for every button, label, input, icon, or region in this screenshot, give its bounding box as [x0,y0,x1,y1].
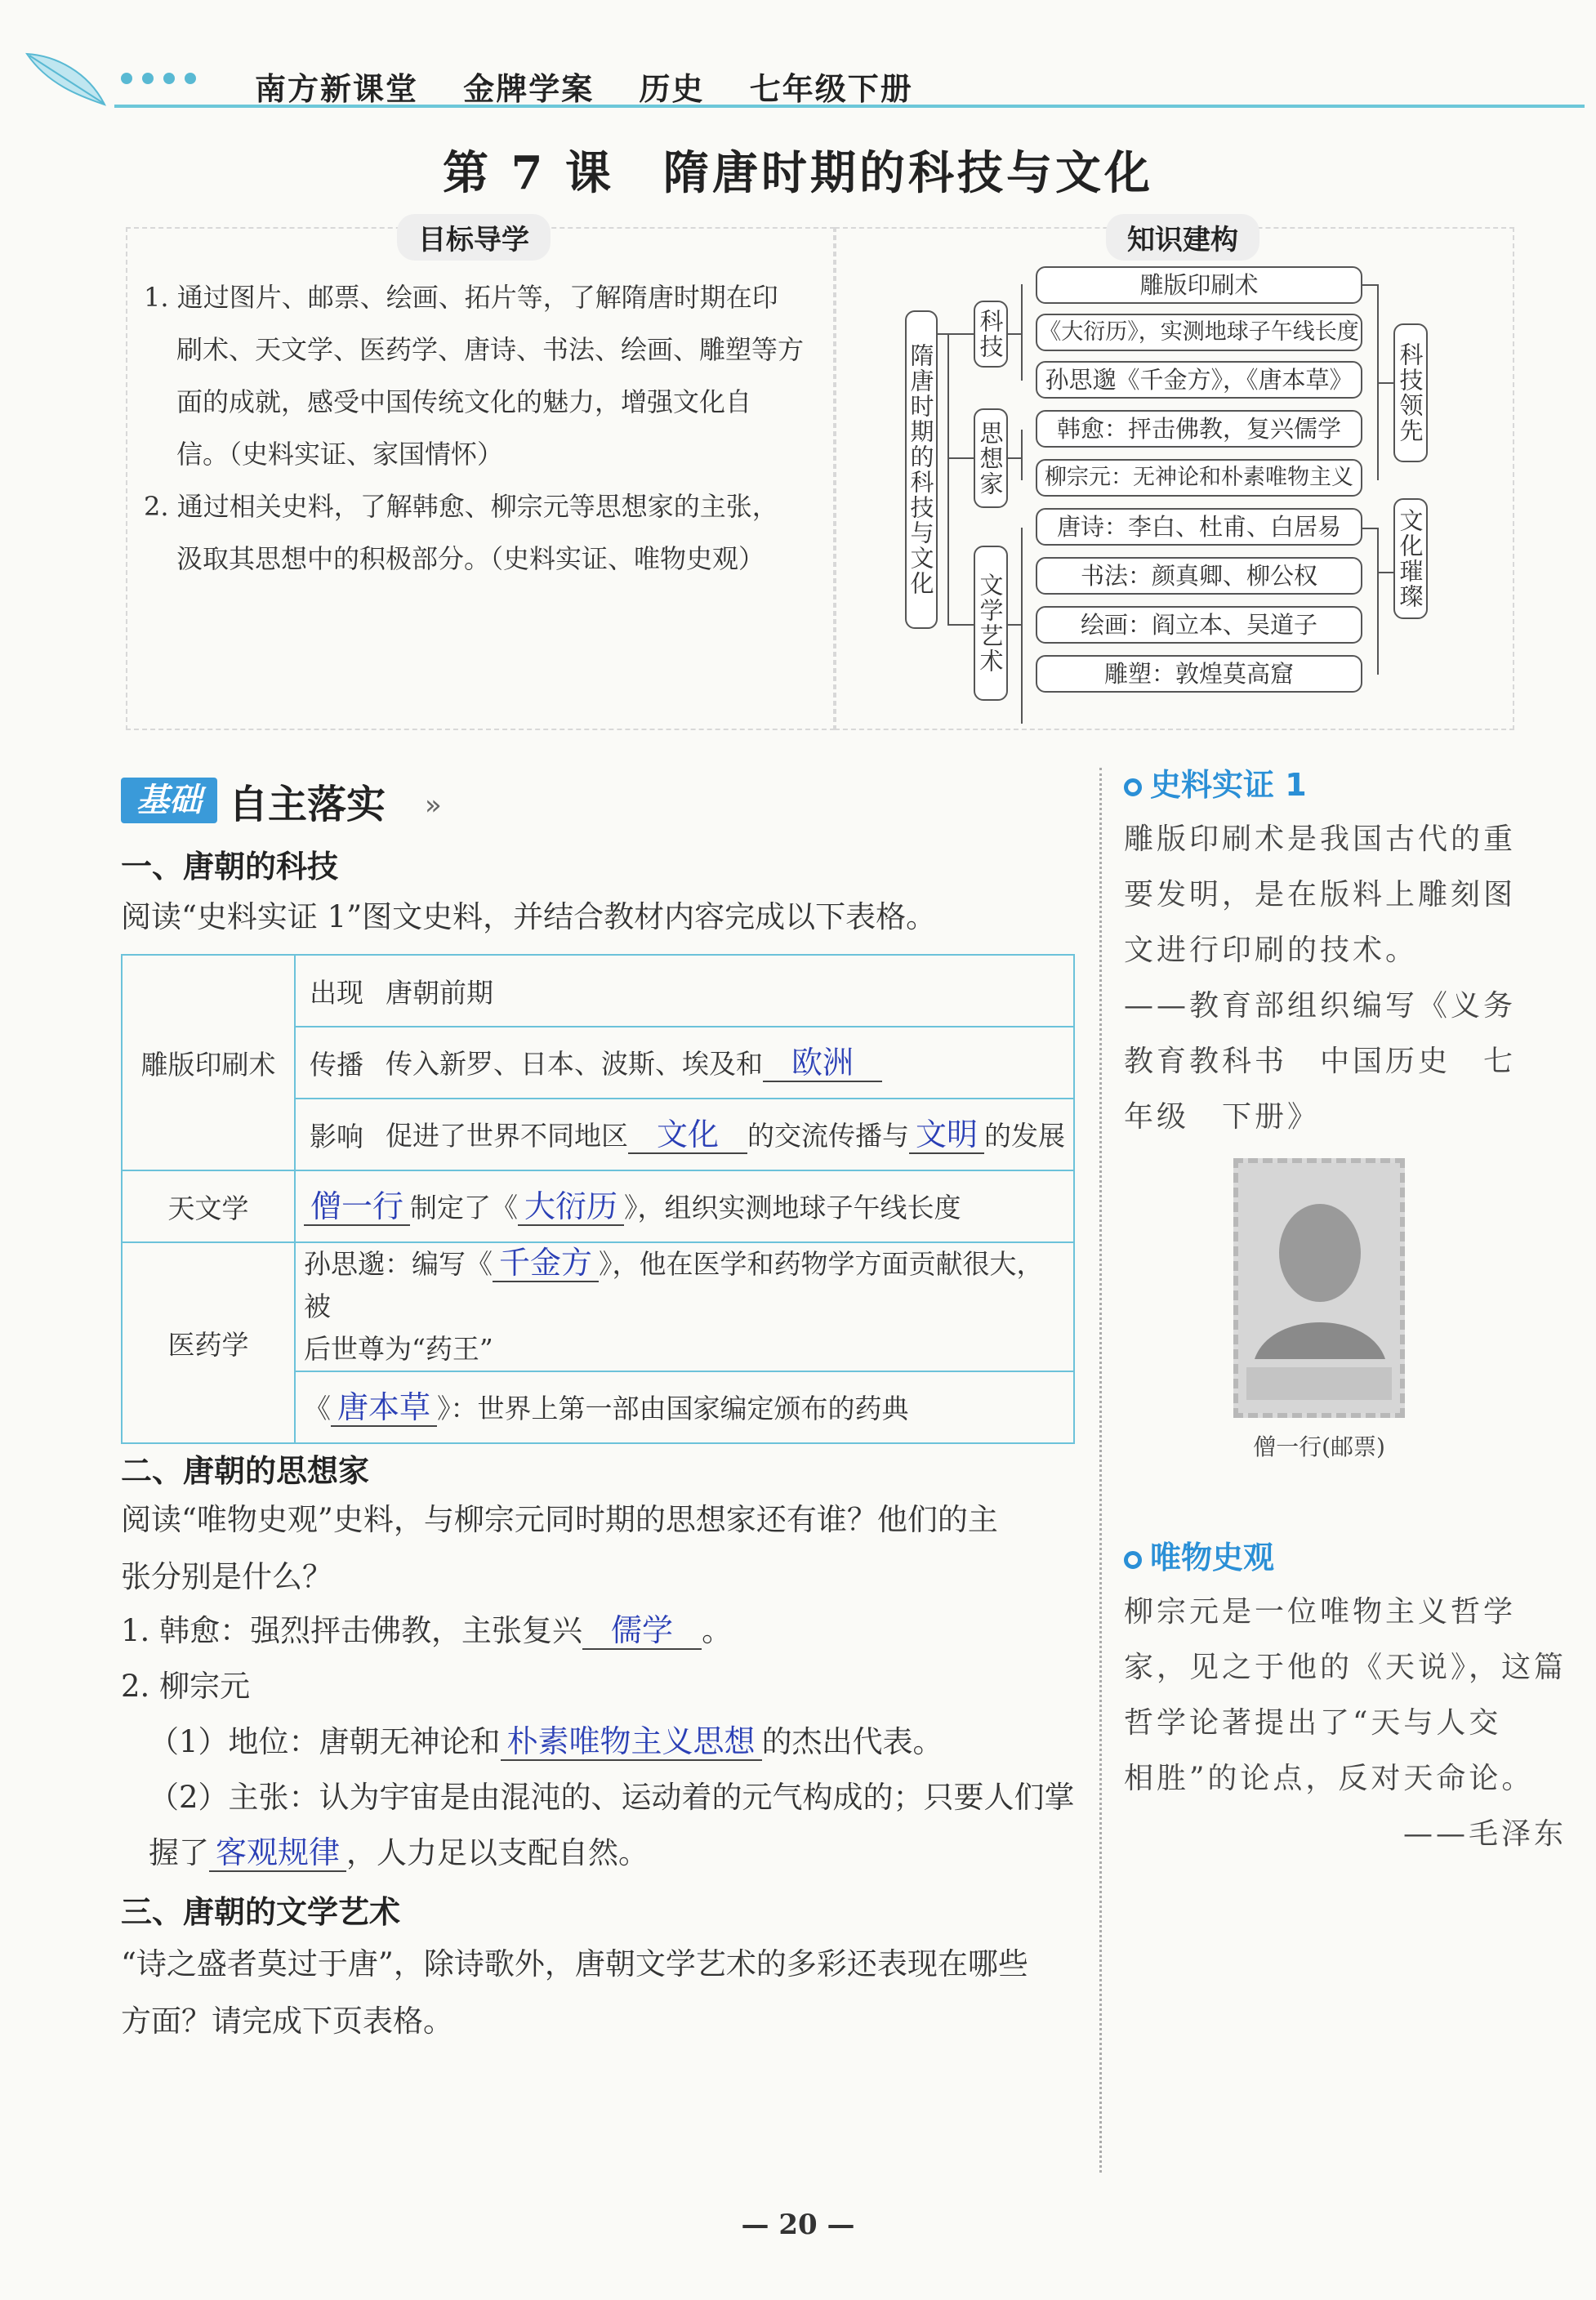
bullet-icon [1124,778,1142,796]
header-series: 金牌学案 [463,71,595,107]
section-arrow-icon: » [425,789,442,822]
part1-heading: 一、唐朝的科技 [121,849,339,885]
connector [1377,382,1393,384]
sidebar-line: 柳宗元是一位唯物主义哲学 [1124,1595,1517,1629]
part3-line: 方面？请完成下页表格。 [121,2004,453,2039]
sidebar-line: 相胜”的论点，反对天命论。 [1124,1762,1535,1795]
sidebar-text-1 [1124,812,1516,1145]
q-text: 。 [702,1613,733,1648]
connector [1021,284,1023,381]
connector [1377,528,1379,675]
cell-text: 的发展 [984,1120,1066,1152]
cell-text: 孙思邈：编写《 [304,1248,493,1280]
q2b-line1: （2）主张：认为宇宙是由混沌的、运动着的元气构成的；只要人们掌 [149,1780,1075,1815]
answer-field[interactable]: 千金方 [493,1245,599,1282]
connector [1377,572,1393,573]
q-text: 握了 [149,1835,209,1870]
q2a [149,1714,943,1771]
goal-item-line: 汲取其思想中的积极部分。（史料实证、唯物史观） [176,543,765,574]
goals-list [144,271,822,585]
header-dots [121,72,206,87]
cell-text: 制定了《 [410,1192,519,1224]
goals-tag: 目标导学 [397,214,551,261]
cell-text: 的交流传播与 [747,1120,909,1152]
knowledge-summary-tech: 科技领先 [1393,323,1428,462]
q-text: 1. 韩愈：强烈抨击佛教，主张复兴 [121,1613,583,1648]
table-row [122,955,1074,1027]
q2b-line2 [149,1825,649,1882]
answer-field[interactable]: 儒学 [582,1612,702,1650]
lesson-title: 第 7 课 隋唐时期的科技与文化 [443,146,1153,200]
sidebar-divider [1099,768,1102,2173]
sub-label: 影响 [295,1099,377,1170]
sidebar-heading-1 [1124,760,1307,805]
goal-item: 2. 通过相关史料，了解韩愈、柳宗元等思想家的主张， [144,491,778,522]
knowledge-group-arts: 文学艺术 [974,546,1008,701]
answer-field[interactable]: 唐本草 [331,1389,437,1427]
answer-field[interactable]: 僧一行 [304,1188,410,1226]
answer-field[interactable]: 欧洲 [763,1045,882,1082]
knowledge-item: 唐诗：李白、杜甫、白居易 [1036,508,1362,546]
cell-text: 》，他在医学和药物学方面贡献很大，被 [304,1248,1044,1322]
goal-item-line: 刷术、天文学、医药学、唐诗、书法、绘画、雕塑等方 [176,334,805,365]
part2-intro [121,1491,998,1606]
table-row [122,1170,1074,1242]
sidebar-line: 教育教科书 中国历史 七 [1124,1045,1517,1078]
sidebar-heading-text: 唯物史观 [1150,1540,1275,1576]
sub-label: 传播 [295,1027,377,1099]
cell-text: 》，组织实测地球子午线长度 [624,1192,961,1224]
part3-heading: 三、唐朝的文学艺术 [121,1894,401,1930]
connector [947,457,974,459]
cell-text: 后世尊为“药王” [304,1333,493,1365]
cell-text: 促进了世界不同地区 [386,1120,628,1152]
part2-intro-line: 阅读“唯物史观”史料，与柳宗元同时期的思想家还有谁？他们的主 [121,1502,998,1537]
connector [938,333,947,335]
table-row [122,1242,1074,1371]
connector [947,624,974,626]
q-text: 的杰出代表。 [761,1724,943,1759]
row-header-print: 雕版印刷术 [122,955,295,1170]
sidebar-text-2 [1124,1585,1567,1862]
knowledge-item: 雕塑：敦煌莫高窟 [1036,655,1362,693]
cell-answer [377,1099,1074,1170]
page-number: — 20 — [741,2209,855,2241]
bullet-icon [1124,1551,1142,1569]
sidebar-author: ——毛泽东 [1403,1817,1567,1851]
sidebar-line: 要发明，是在版料上雕刻图 [1124,878,1517,912]
cell-answer [295,1170,1074,1242]
feather-icon [23,47,113,113]
sidebar-line: 年级 下册》 [1124,1100,1321,1134]
knowledge-item: 绘画：阎立本、吴道子 [1036,606,1362,644]
cell-text: 》：世界上第一部由国家编定颁布的药典 [437,1393,909,1424]
connector [947,333,949,624]
answer-field[interactable]: 客观规律 [209,1834,346,1872]
part2-intro-line: 张分别是什么？ [121,1559,332,1594]
header-subject: 历史 [639,71,705,107]
knowledge-item: 雕版印刷术 [1036,266,1362,304]
part3-line: “诗之盛者莫过于唐”，除诗歌外，唐朝文学艺术的多彩还表现在哪些 [121,1946,1028,1981]
knowledge-summary-culture: 文化璀璨 [1393,498,1428,619]
stamp-caption: 僧一行(邮票) [1253,1433,1385,1460]
portrait-icon [1238,1163,1400,1413]
sidebar-heading-text: 史料实证 1 [1150,767,1307,803]
sidebar-line: ——教育部组织编写《义务 [1124,989,1517,1023]
answer-field[interactable]: 朴素唯物主义思想 [501,1723,762,1761]
header-publisher: 南方新课堂 [255,71,419,107]
part2-heading: 二、唐朝的思想家 [121,1453,370,1489]
cell-text: 唐朝前期 [377,955,1074,1027]
cell-answer [377,1027,1074,1099]
section-badge: 基础 [121,778,217,823]
knowledge-item: 《大衍历》，实测地球子午线长度 [1036,314,1362,351]
row-header-astro: 天文学 [122,1170,295,1242]
connector [1021,430,1023,480]
answer-field[interactable]: 大衍历 [518,1188,624,1226]
connector [1008,624,1021,626]
sidebar-line: 家，见之于他的《天说》，这篇 [1124,1651,1567,1684]
connector [1008,333,1021,335]
tech-table [121,954,1075,1444]
cell-answer [295,1371,1074,1443]
connector [947,333,974,335]
knowledge-group-thinkers: 思想家 [974,408,1008,508]
sidebar-heading-2 [1124,1532,1274,1577]
knowledge-group-tech: 科技 [974,301,1008,368]
goal-item: 1. 通过图片、邮票、绘画、拓片等，了解隋唐时期在印 [144,282,778,313]
cell-answer [295,1242,1074,1371]
header-title [255,64,946,109]
cell-text: 《 [304,1393,331,1424]
knowledge-item: 柳宗元：无神论和朴素唯物主义 [1036,459,1362,497]
q1 [121,1602,732,1660]
answer-field[interactable]: 文化 [628,1117,747,1154]
sidebar-line: 雕版印刷术是我国古代的重 [1124,822,1517,856]
connector [1021,528,1023,724]
part3-body [121,1936,1028,2050]
stamp-image [1233,1158,1405,1418]
part1-intro: 阅读“史料实证 1”图文史料，并结合教材内容完成以下表格。 [121,899,937,934]
header-grade: 七年级下册 [749,71,913,107]
answer-field[interactable]: 文明 [909,1117,984,1154]
section-title: 自主落实 [229,782,386,827]
knowledge-tag: 知识建构 [1106,214,1259,261]
knowledge-item: 书法：颜真卿、柳公权 [1036,557,1362,595]
row-header-medicine: 医药学 [122,1242,295,1443]
connector [1362,528,1377,529]
cell-text: 传入新罗、日本、波斯、埃及和 [386,1048,763,1080]
q-text: （1）地位：唐朝无神论和 [149,1724,501,1759]
connector [1008,457,1021,459]
q2-title: 2. 柳宗元 [121,1669,251,1704]
knowledge-item: 孙思邈《千金方》，《唐本草》 [1036,361,1362,399]
goals-box [126,224,835,730]
knowledge-root: 隋唐时期的科技与文化 [905,310,938,629]
goal-item-line: 面的成就，感受中国传统文化的魅力，增强文化自 [176,386,752,417]
sidebar-line: 哲学论著提出了“天与人交 [1124,1706,1502,1740]
connector [1362,284,1377,286]
knowledge-item: 韩愈：抨击佛教，复兴儒学 [1036,410,1362,448]
goal-item-line: 信。（史料实证、家国情怀） [176,439,504,470]
sidebar-line: 文进行印刷的技术。 [1124,934,1419,967]
q-text: ，人力足以支配自然。 [346,1835,649,1870]
sub-label: 出现 [295,955,377,1027]
